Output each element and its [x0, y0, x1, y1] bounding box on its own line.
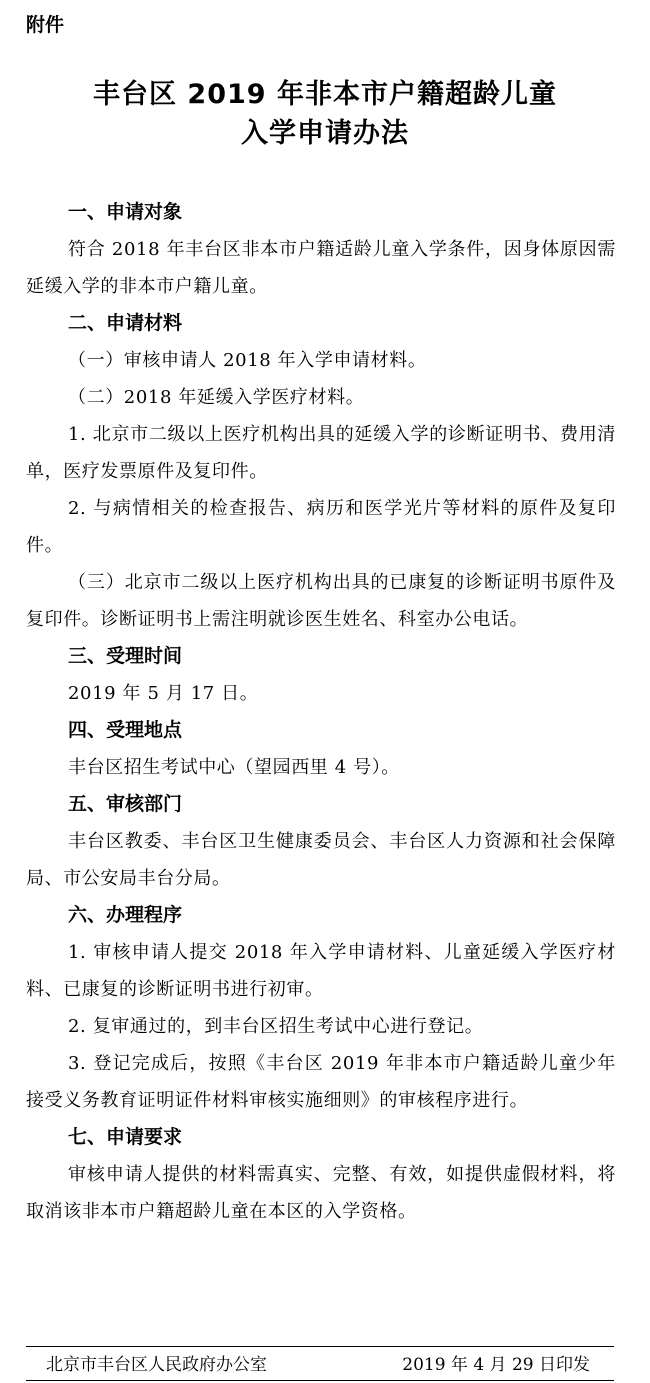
- attachment-label: 附件: [26, 14, 65, 36]
- footer-issuer: 北京市丰台区人民政府办公室: [46, 1355, 267, 1375]
- footer-rule-bottom: [26, 1380, 614, 1381]
- paragraph: 审核申请人提供的材料需真实、完整、有效，如提供虚假材料，将取消该非本市户籍超龄儿童在本区的入学资格。: [26, 1164, 616, 1222]
- footer-date: 2019 年 4 月 29 日印发: [402, 1355, 590, 1375]
- section-heading: 五、审核部门: [68, 793, 183, 815]
- section-heading: 四、受理地点: [68, 719, 183, 741]
- section-heading: 七、申请要求: [68, 1126, 183, 1148]
- section-materials: [26, 305, 616, 638]
- paragraph: 丰台区教委、丰台区卫生健康委员会、丰台区人力资源和社会保障局、市公安局丰台分局。: [26, 831, 616, 889]
- paragraph: 1. 北京市二级以上医疗机构出具的延缓入学的诊断证明书、费用清单，医疗发票原件及复印件。: [26, 424, 616, 482]
- paragraph: 2. 复审通过的，到丰台区招生考试中心进行登记。: [68, 1016, 484, 1037]
- paragraph: （一）审核申请人 2018 年入学申请材料。: [68, 350, 427, 371]
- paragraph: （二）2018 年延缓入学医疗材料。: [68, 387, 365, 408]
- section-location: [26, 712, 616, 786]
- section-heading: 三、受理时间: [68, 645, 183, 667]
- paragraph: 3. 登记完成后，按照《丰台区 2019 年非本市户籍适龄儿童少年接受义务教育证明证件材料审核实施细则》的审核程序进行。: [26, 1053, 616, 1111]
- paragraph: 2019 年 5 月 17 日。: [68, 683, 259, 704]
- section-procedure: [26, 897, 616, 1119]
- section-heading: 二、申请材料: [68, 312, 183, 334]
- footer-rule-top: [26, 1346, 614, 1347]
- section-applicants: [26, 194, 616, 305]
- section-heading: 六、办理程序: [68, 904, 183, 926]
- document-body: [26, 194, 616, 1230]
- document-title-line-1: 丰台区 2019 年非本市户籍超龄儿童: [93, 79, 557, 110]
- section-time: [26, 638, 616, 712]
- section-departments: [26, 786, 616, 897]
- paragraph: 2. 与病情相关的检查报告、病历和医学光片等材料的原件及复印件。: [26, 498, 616, 556]
- paragraph: （三）北京市二级以上医疗机构出具的已康复的诊断证明书原件及复印件。诊断证明书上需注明就诊医生姓名、科室办公电话。: [26, 572, 616, 630]
- document-title-line-2: 入学申请办法: [241, 118, 409, 149]
- section-heading: 一、申请对象: [68, 201, 183, 223]
- paragraph: 1. 审核申请人提交 2018 年入学申请材料、儿童延缓入学医疗材料、已康复的诊断证明书进行初审。: [26, 942, 616, 1000]
- paragraph: 符合 2018 年丰台区非本市户籍适龄儿童入学条件，因身体原因需延缓入学的非本市户籍儿童。: [26, 239, 616, 297]
- section-requirements: [26, 1119, 616, 1230]
- paragraph: 丰台区招生考试中心（望园西里 4 号）。: [68, 757, 400, 778]
